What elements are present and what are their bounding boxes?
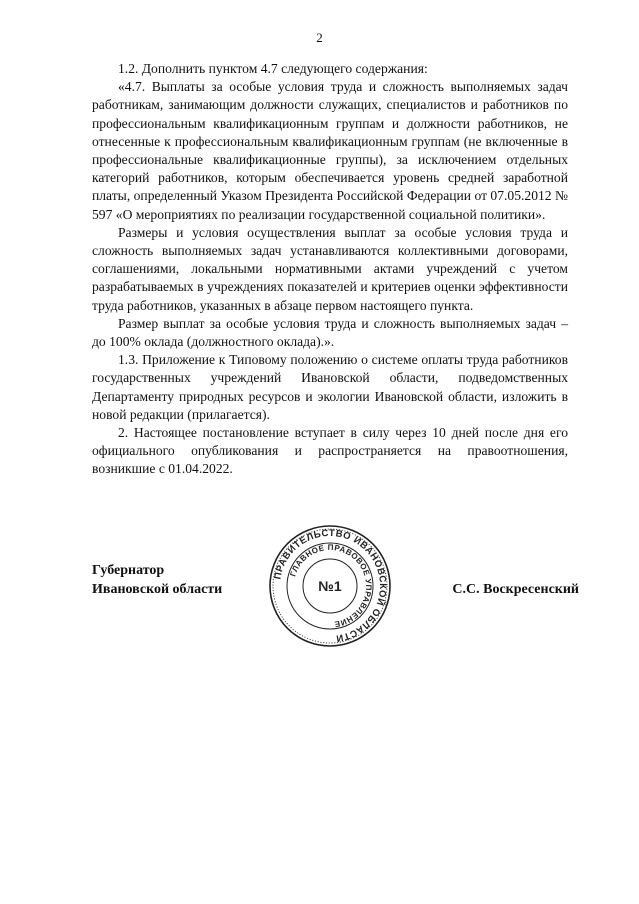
document-body: [92, 60, 568, 479]
paragraph-1-3: 1.3. Приложение к Типовому положению о системе оплаты труда работников государственных учреждений Ивановской области, подведомственных Департаменту природных ресурсов и экологии Ивановской области, изложить в новой редакции (прилагается).: [92, 352, 568, 422]
page-number: 2: [316, 30, 323, 45]
paragraph-payment-amount: Размер выплат за особые условия труда и сложность выполняемых задач – до 100% оклада (должностного оклада).».: [92, 315, 568, 350]
signatory-region: Ивановской области: [92, 582, 223, 597]
paragraph-payment-conditions: Размеры и условия осуществления выплат за особые условия труда и сложность выполняемых задач устанавливаются коллективными договорами, соглашениями, локальными нормативными актами учреждений с учетом разрабатываемых в учреждениях показателей и критериев оценки эффективности труда работников, указанных в абзаце первом настоящего пункта.: [92, 224, 568, 313]
seal-outer-text: ПРАВИТЕЛЬСТВО ИВАНОВСКОЙ ОБЛАСТИ: [272, 527, 389, 644]
paragraph-4-7: «4.7. Выплаты за особые условия труда и сложность выполняемых задач работникам, занимающим должности служащих, специалистов и работников по профессиональным квалификационным группам и должности работников, не отнесенные к профессиональным квалификационным группам (не включенные в профессиональные квалификационные группы), за исключением отдельных категорий работников, которым обеспечивается уровень средней заработной платы, определенный Указом Президента Российской Федерации от 07.05.2012 № 597 «О мероприятиях по реализации государственной социальной политики».: [92, 79, 568, 222]
signatory-name: С.С. Воскресенский: [452, 582, 579, 597]
signatory-title: Губернатор: [92, 563, 165, 578]
signatory-position: [92, 561, 222, 599]
paragraph-2: 2. Настоящее постановление вступает в силу через 10 дней после дня его официального опубликования и распространяется на правоотношения, возникшие с 01.04.2022.: [92, 425, 568, 477]
seal-inner-text: ГЛАВНОЕ ПРАВОВОЕ УПРАВЛЕНИЕ: [288, 542, 374, 629]
paragraph-1-2: 1.2. Дополнить пунктом 4.7 следующего содержания:: [118, 61, 428, 76]
official-seal: [268, 524, 392, 648]
seal-number: №1: [318, 578, 342, 594]
